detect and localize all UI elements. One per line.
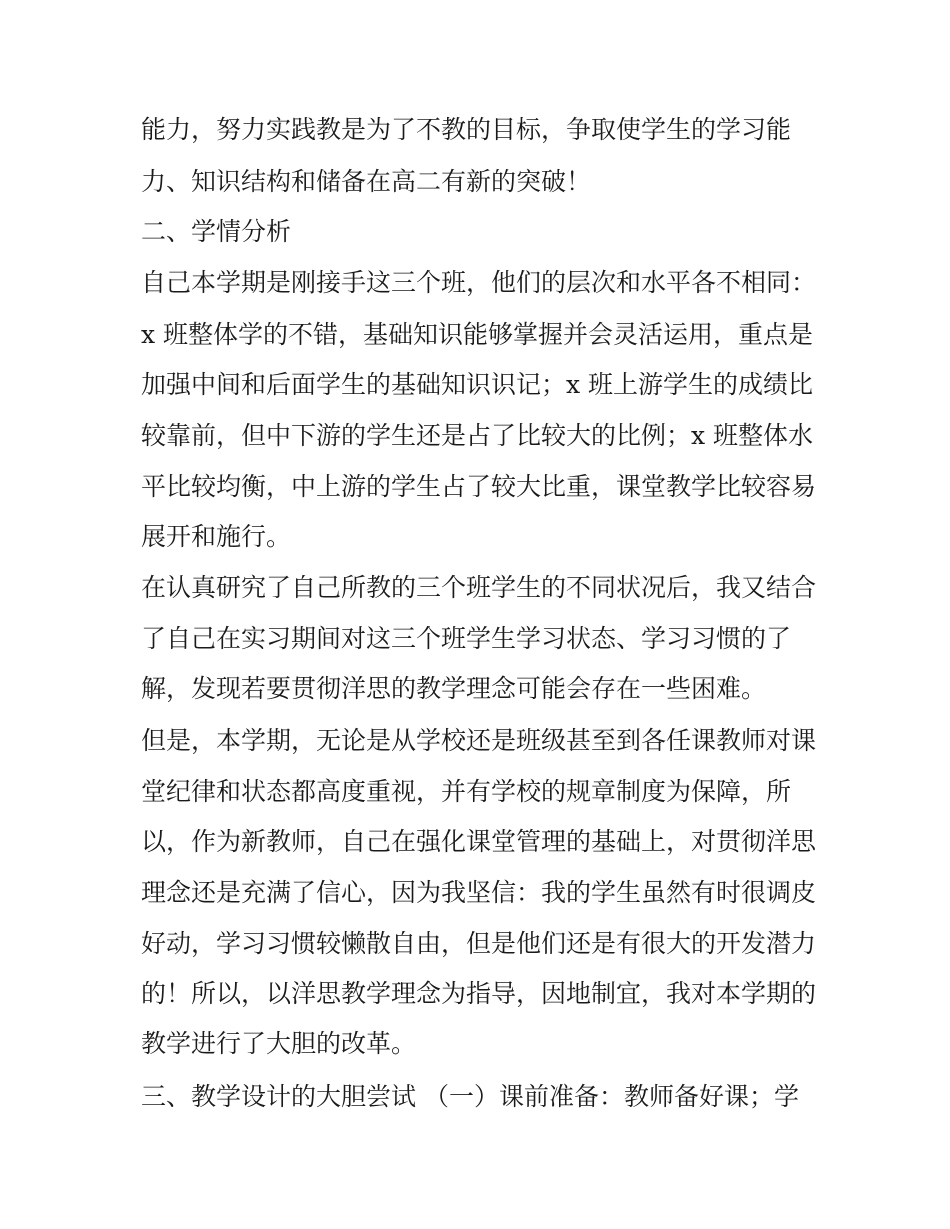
text-line: 了自己在实习期间对这三个班学生学习状态、学习习惯的了 (141, 624, 792, 653)
text-line: 的！所以，以洋思教学理念为指导，因地制宜，我对本学期的 (141, 979, 817, 1008)
text-line: 力、知识结构和储备在高二有新的突破！ (141, 167, 592, 196)
text-line: 解，发现若要贯彻洋思的教学理念可能会存在一些困难。 (141, 674, 767, 703)
text-line: 好动，学习习惯较懒散自由，但是他们还是有很大的开发潜力 (141, 929, 817, 958)
text-line: 在认真研究了自己所教的三个班学生的不同状况后，我又结合 (141, 573, 817, 602)
text-line: 教学进行了大胆的改革。 (141, 1029, 417, 1058)
section-heading: 二、学情分析 (141, 217, 292, 246)
text-line: 平比较均衡，中上游的学生占了较大比重，课堂教学比较容易 (141, 472, 817, 501)
text-line: x 班整体学的不错，基础知识能够掌握并会灵活运用，重点是 (141, 320, 814, 349)
text-line: 展开和施行。 (141, 522, 292, 551)
text-line: 加强中间和后面学生的基础知识识记；x 班上游学生的成绩比 (141, 370, 814, 399)
text-line: 但是，本学期，无论是从学校还是班级甚至到各任课教师对课 (141, 726, 817, 755)
text-line: 以，作为新教师，自己在强化课堂管理的基础上，对贯彻洋思 (141, 827, 817, 856)
text-line: 能力，努力实践教是为了不教的目标，争取使学生的学习能 (141, 115, 792, 144)
text-line: 理念还是充满了信心，因为我坚信：我的学生虽然有时很调皮 (141, 878, 817, 907)
text-line: 较靠前，但中下游的学生还是占了比较大的比例；x 班整体水 (141, 421, 814, 450)
section-heading: 三、教学设计的大胆尝试 （一）课前准备：教师备好课；学 (141, 1082, 799, 1111)
text-line: 堂纪律和状态都高度重视，并有学校的规章制度为保障，所 (141, 777, 792, 806)
text-line: 自己本学期是刚接手这三个班，他们的层次和水平各不相同： (141, 268, 817, 297)
